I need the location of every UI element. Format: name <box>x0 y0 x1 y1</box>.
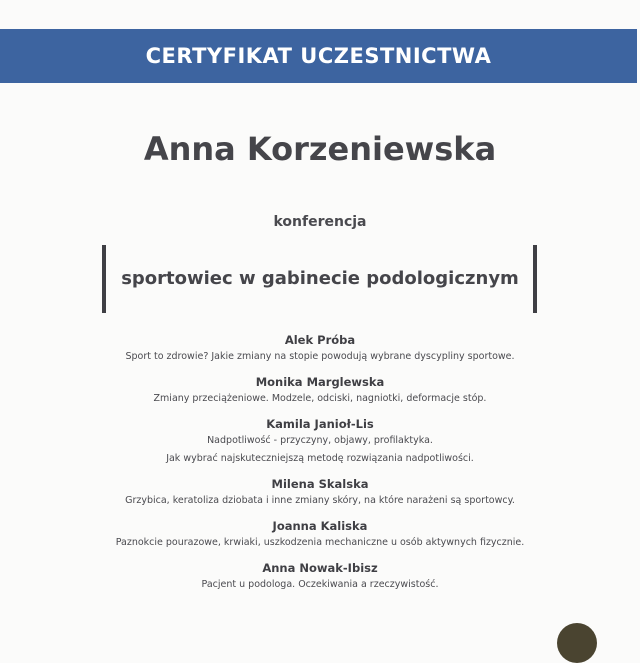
speaker-name: Kamila Janioł-Lis <box>266 417 374 431</box>
speaker-topic: Paznokcie pourazowe, krwiaki, uszkodzenia mechaniczne u osób aktywnych fizycznie. <box>115 537 525 548</box>
speaker-item <box>0 476 640 510</box>
speaker-item <box>0 518 640 552</box>
speaker-name: Monika Marglewska <box>255 375 385 389</box>
speaker-topic: Nadpotliwość - przyczyny, objawy, profilaktyka. <box>207 435 433 446</box>
speaker-list <box>0 332 640 602</box>
speaker-topic: Pacjent u podologa. Oczekiwania a rzeczywistość. <box>201 579 439 590</box>
speaker-topic: Zmiany przeciążeniowe. Modzele, odciski, nagniotki, deformacje stóp. <box>153 393 487 404</box>
speaker-item <box>0 374 640 408</box>
speaker-topic: Grzybica, keratoliza dziobata i inne zmiany skóry, na które narażeni są sportowcy. <box>125 495 515 506</box>
speaker-name: Alek Próba <box>284 333 356 347</box>
speaker-name: Joanna Kaliska <box>272 519 368 533</box>
certificate-banner <box>0 29 637 83</box>
speaker-topic: Jak wybrać najskuteczniejszą metodę rozwiązania nadpotliwości. <box>166 453 474 464</box>
speaker-item <box>0 332 640 366</box>
event-type: konferencja <box>273 214 367 230</box>
participant-name: Anna Korzeniewska <box>143 130 497 168</box>
speaker-item <box>0 560 640 594</box>
event-title: sportowiec w gabinecie podologicznym <box>121 268 519 289</box>
speaker-name: Milena Skalska <box>271 477 369 491</box>
speaker-topic: Sport to zdrowie? Jakie zmiany na stopie powodują wybrane dyscypliny sportowe. <box>125 351 515 362</box>
speaker-name: Anna Nowak-Ibisz <box>262 561 378 575</box>
speaker-item <box>0 416 640 468</box>
certificate-title: CERTYFIKAT UCZESTNICTWA <box>145 44 492 68</box>
seal-stamp-icon <box>557 623 597 663</box>
